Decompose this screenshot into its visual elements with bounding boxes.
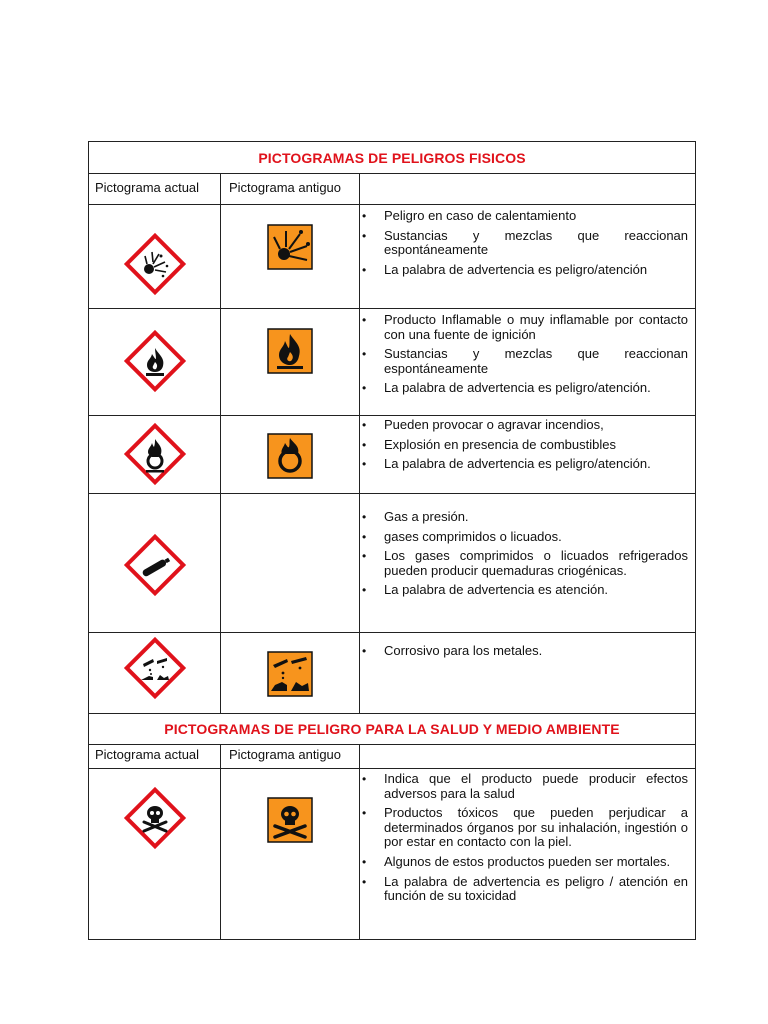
old-pictogram-cell — [221, 769, 360, 940]
current-pictogram-cell — [89, 416, 221, 494]
bullet-item: • Gas a presión. — [360, 510, 688, 525]
section-title-health: PICTOGRAMAS DE PELIGRO PARA LA SALUD Y MEDIO AMBIENTE — [89, 714, 696, 745]
bullet-item: • Indica que el producto puede producir efectos adversos para la salud — [360, 772, 688, 801]
bullet-item: • Sustancias y mezclas que reaccionan espontáneamente — [360, 347, 688, 376]
hazard-table — [88, 141, 696, 940]
old-pictogram-cell — [221, 205, 360, 309]
description-cell — [360, 494, 696, 633]
column-header-blank — [360, 745, 696, 769]
bullet-list — [360, 769, 695, 904]
column-header-current: Pictograma actual — [89, 745, 221, 769]
bullet-item: • Producto Inflamable o muy inflamable por contacto con una fuente de ignición — [360, 313, 688, 342]
exploding-bomb-ghs-icon — [123, 232, 187, 296]
column-header-old: Pictograma antiguo — [221, 745, 360, 769]
bullet-item: • Peligro en caso de calentamiento — [360, 209, 688, 224]
bullet-list — [360, 494, 695, 598]
column-header-current: Pictograma actual — [89, 174, 221, 205]
flame-over-circle-ghs-icon — [123, 422, 187, 486]
gas-cylinder-ghs-icon — [123, 533, 187, 597]
description-cell — [360, 309, 696, 416]
current-pictogram-cell — [89, 494, 221, 633]
bullet-item: • La palabra de advertencia es peligro/atención. — [360, 457, 688, 472]
old-pictogram-cell — [221, 416, 360, 494]
bullet-item: • La palabra de advertencia es peligro / atención en función de su toxicidad — [360, 875, 688, 904]
description-cell — [360, 416, 696, 494]
description-cell — [360, 205, 696, 309]
old-pictogram-cell — [221, 633, 360, 714]
description-cell — [360, 769, 696, 940]
bullet-item: • gases comprimidos o licuados. — [360, 530, 688, 545]
bullet-item: • La palabra de advertencia es peligro/atención — [360, 263, 688, 278]
section-title-physical: PICTOGRAMAS DE PELIGROS FISICOS — [89, 142, 696, 174]
bullet-item: • La palabra de advertencia es peligro/atención. — [360, 381, 688, 396]
column-header-blank — [360, 174, 696, 205]
current-pictogram-cell — [89, 769, 221, 940]
bullet-list — [360, 309, 695, 396]
bullet-list — [360, 416, 695, 472]
oxidizer-orange-icon — [267, 433, 313, 479]
current-pictogram-cell — [89, 205, 221, 309]
old-pictogram-cell-empty — [221, 494, 360, 633]
bullet-item: • Los gases comprimidos o licuados refrigerados pueden producir quemaduras criogénicas. — [360, 549, 688, 578]
old-pictogram-cell — [221, 309, 360, 416]
corrosive-orange-icon — [267, 651, 313, 697]
bullet-list — [360, 633, 695, 659]
bullet-item: • Corrosivo para los metales. — [360, 644, 688, 659]
bullet-item: • Algunos de estos productos pueden ser mortales. — [360, 855, 688, 870]
toxic-orange-icon — [267, 797, 313, 843]
bullet-item: • Pueden provocar o agravar incendios, — [360, 418, 688, 433]
bullet-item: • Productos tóxicos que pueden perjudicar a determinados órganos por su inhalación, ingestión o por estar en contacto con la piel. — [360, 806, 688, 850]
description-cell — [360, 633, 696, 714]
bullet-item: • La palabra de advertencia es atención. — [360, 583, 688, 598]
flame-orange-icon — [267, 328, 313, 374]
bullet-list — [360, 205, 695, 277]
skull-crossbones-ghs-icon — [123, 786, 187, 850]
bullet-item: • Sustancias y mezclas que reaccionan espontáneamente — [360, 229, 688, 258]
current-pictogram-cell — [89, 309, 221, 416]
explosive-orange-icon — [267, 224, 313, 270]
column-header-old: Pictograma antiguo — [221, 174, 360, 205]
hazard-pictogram-document — [88, 141, 695, 940]
current-pictogram-cell — [89, 633, 221, 714]
corrosion-ghs-icon — [123, 636, 187, 700]
bullet-item: • Explosión en presencia de combustibles — [360, 438, 688, 453]
flame-ghs-icon — [123, 329, 187, 393]
